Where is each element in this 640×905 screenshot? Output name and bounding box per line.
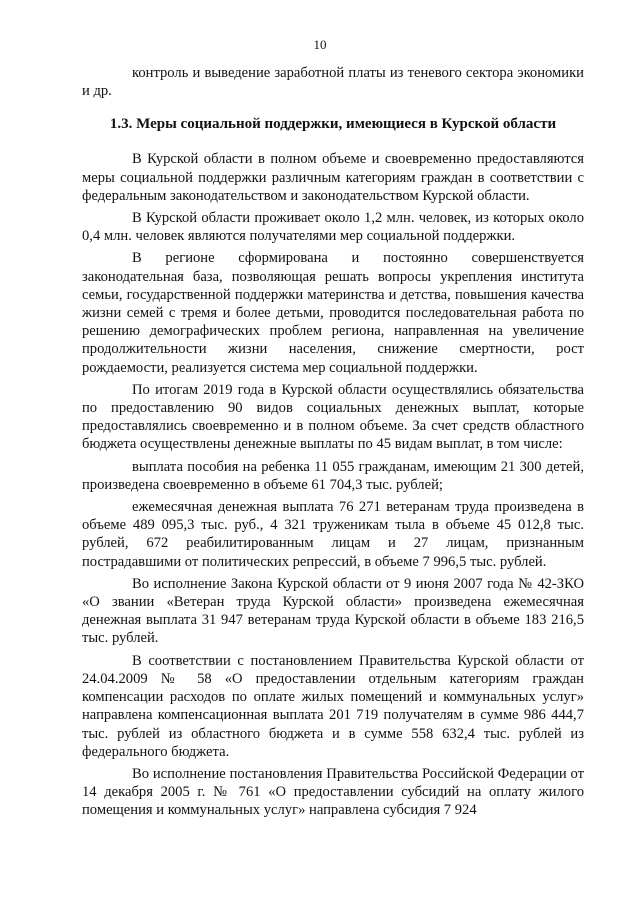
paragraph-5: выплата пособия на ребенка 11 055 гражданам, имеющим 21 300 детей, произведена своевременно в объеме 61 704,3 тыс. рублей; — [82, 458, 584, 493]
paragraph-6: ежемесячная денежная выплата 76 271 ветеранам труда произведена в объеме 489 095,3 тыс. руб., 4 321 труженикам тыла в объеме 45 012,8 тыс. рублей, 672 реабилитированным лицам и 27 лицам, признанным пострадавшими от политических репрессий, в объеме 7 996,5 тыс. рублей. — [82, 499, 584, 570]
paragraph-8: В соответствии с постановлением Правительства Курской области от 24.04.2009 № 58 «О предоставлении отдельным категориям граждан компенсации расходов по оплате жилых помещений и коммунальных услуг» направлена компенсационная выплата 201 719 получателям в сумме 986 444,7 тыс. рублей из областного бюджета и в сумме 558 632,4 тыс. рублей из федерального бюджета. — [82, 652, 584, 760]
paragraph-3: В регионе сформирована и постоянно совершенствуется законодательная база, позволяющая решать вопросы укрепления института семьи, государственной поддержки материнства и детства, повышения качества жизни семей с тремя и более детьми, проводится последовательная работа по решению демографических проблем региона, направленная на увеличение продолжительности жизни населения, снижение смертности, рост рождаемости, реализуется система мер социальной поддержки. — [82, 250, 584, 376]
paragraph-4: По итогам 2019 года в Курской области осуществлялись обязательства по предоставлению 90 видов социальных денежных выплат, которые предоставлялись своевременно и в полном объеме. За счет средств областного бюджета осуществлены денежные выплаты по 45 видам выплат, в том числе: — [82, 381, 584, 453]
section-title: 1.3. Меры социальной поддержки, имеющиеся в Курской области — [109, 116, 557, 133]
paragraph-1: В Курской области в полном объеме и своевременно предоставляются меры социальной поддержки различным категориям граждан в соответствии с федеральным законодательством и законодательством Курской области. — [82, 151, 584, 204]
continuation-paragraph: контроль и выведение заработной платы из теневого сектора экономики и др. — [82, 65, 584, 100]
paragraph-7: Во исполнение Закона Курской области от 9 июня 2007 года № 42-ЗКО «О звании «Ветеран труда Курской области» произведена ежемесячная денежная выплата 31 947 ветеранам труда Курской области в объеме 183 216,5 тыс. рублей. — [82, 575, 584, 647]
page-number: 10 — [313, 37, 327, 52]
paragraph-2: В Курской области проживает около 1,2 млн. человек, из которых около 0,4 млн. человек являются получателями мер социальной поддержки. — [82, 210, 584, 245]
document-body — [82, 64, 584, 824]
paragraph-9: Во исполнение постановления Правительства Российской Федерации от 14 декабря 2005 г. № 761 «О предоставлении субсидий на оплату жилого помещения и коммунальных услуг» направлена субсидия 7 924 — [82, 765, 584, 819]
